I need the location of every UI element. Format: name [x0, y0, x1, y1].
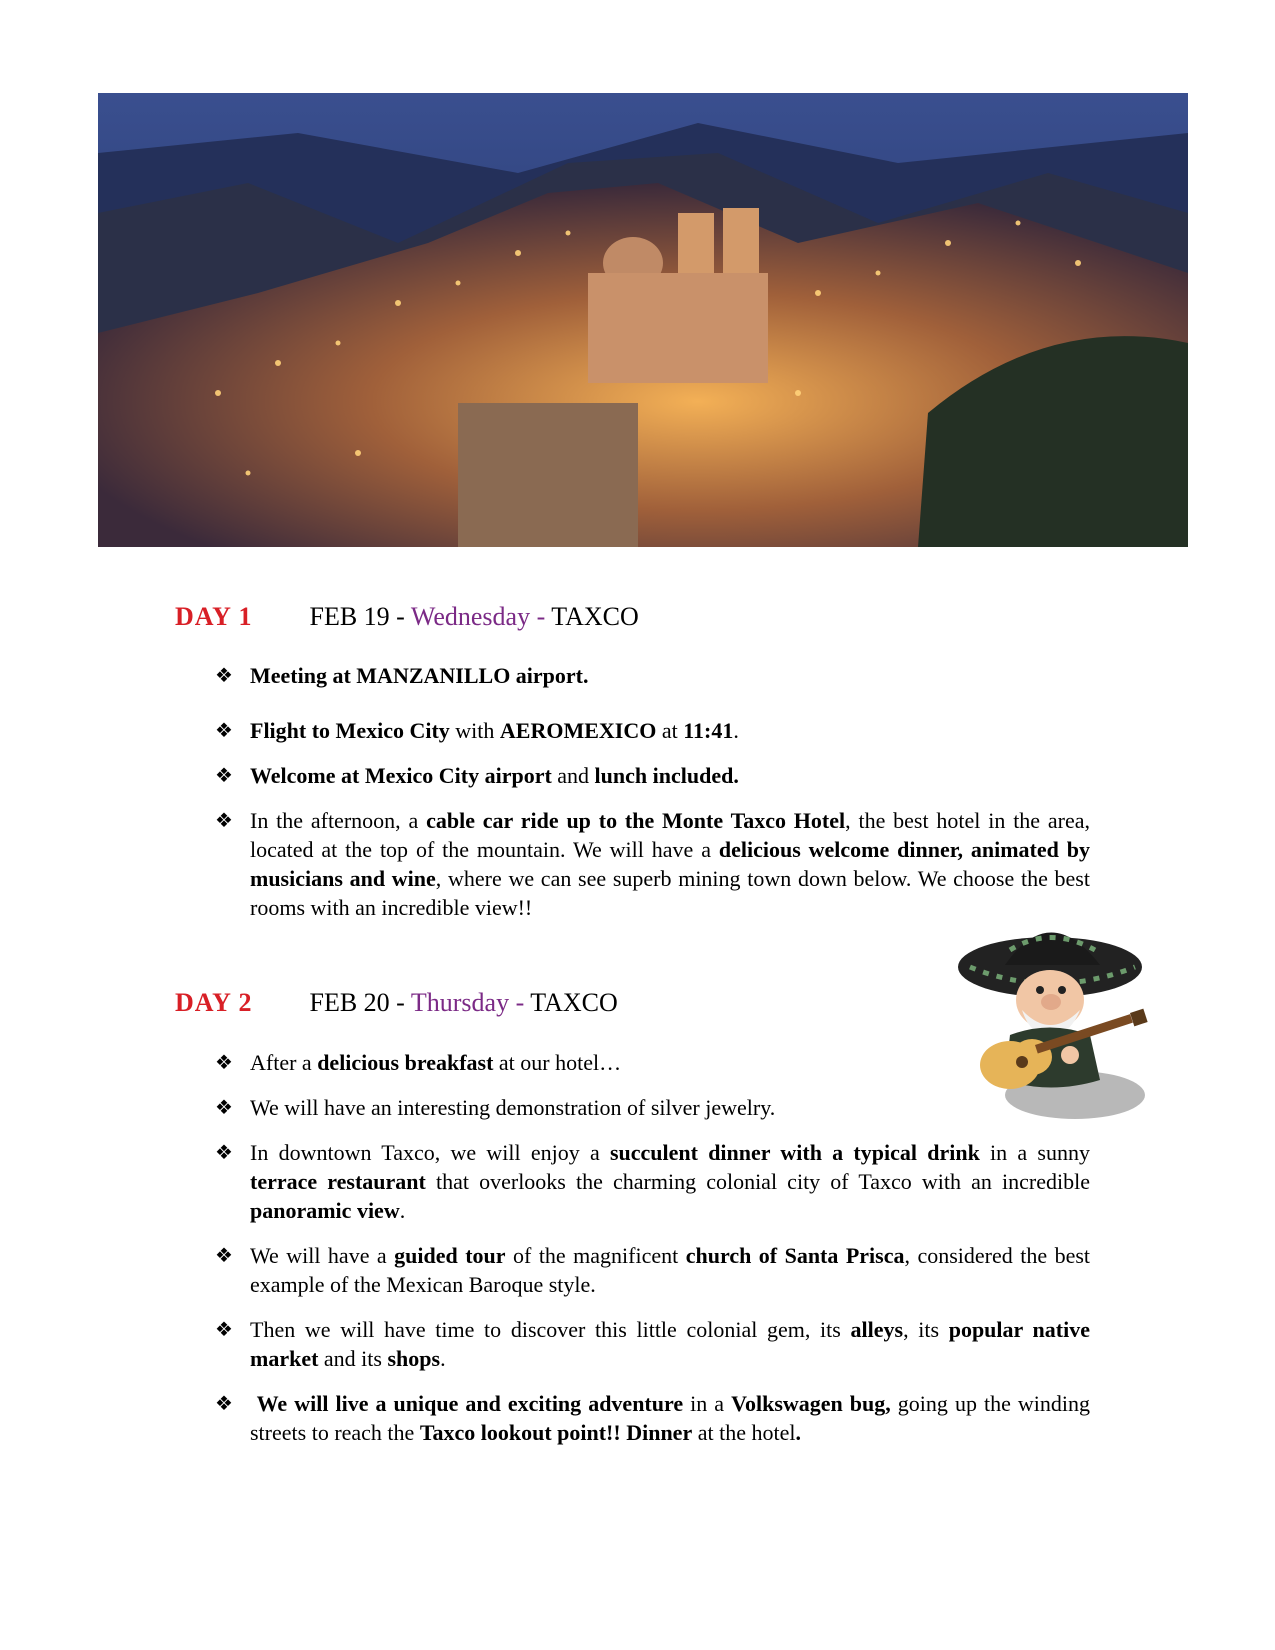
item-text: and its: [318, 1346, 388, 1371]
item-text: popular native market: [250, 1317, 1090, 1371]
hero-image: [98, 93, 1188, 547]
list-item: [215, 1093, 890, 1122]
item-text: going up the winding streets to reach the: [250, 1391, 1090, 1445]
bullet-icon: ❖: [215, 718, 233, 742]
item-text: guided tour: [394, 1243, 506, 1268]
day2-dash: -: [509, 988, 531, 1017]
item-text: at: [656, 718, 684, 743]
item-text: .: [795, 1420, 801, 1445]
bullet-icon: ❖: [215, 1317, 233, 1341]
list-item: [215, 1048, 850, 1077]
day1-dash: -: [530, 602, 552, 631]
item-text: with: [449, 718, 500, 743]
item-text: , its: [903, 1317, 949, 1342]
item-text: at our hotel…: [493, 1050, 622, 1075]
item-text: Volkswagen bug,: [731, 1391, 891, 1416]
day1-heading: [175, 602, 639, 632]
item-text: .: [733, 718, 739, 743]
day2-date: FEB 20 -: [309, 988, 411, 1017]
item-text: that overlooks the charming colonial city of Taxco with an incredible: [425, 1169, 1090, 1194]
list-item: [215, 1315, 1090, 1373]
item-text: succulent dinner with a typical drink: [609, 1140, 980, 1165]
item-text: in a sunny: [979, 1140, 1090, 1165]
item-text: church of Santa Prisca: [685, 1243, 905, 1268]
item-text: In the afternoon, a: [250, 808, 427, 833]
item-text: After a: [250, 1050, 318, 1075]
item-text: We will live a unique and exciting adventure: [250, 1391, 684, 1416]
bullet-icon: ❖: [215, 1243, 233, 1267]
list-item: [215, 1138, 1090, 1225]
item-text: panoramic view: [250, 1198, 400, 1223]
item-text: , considered the best example of the Mexican Baroque style.: [250, 1243, 1091, 1297]
bullet-icon: ❖: [215, 763, 233, 787]
day1-place: TAXCO: [551, 602, 639, 631]
bullet-icon: ❖: [215, 1391, 233, 1415]
item-text: In downtown Taxco, we will enjoy a: [250, 1140, 610, 1165]
item-text: Welcome at Mexico City airport: [250, 763, 552, 788]
item-text: , where we can see superb mining town down below. We choose the best rooms with an incredible view!!: [250, 866, 1090, 920]
day1-items: [215, 661, 1090, 938]
bullet-icon: ❖: [215, 1140, 233, 1164]
day2-weekday: Thursday: [410, 988, 510, 1017]
item-text: Then we will have time to discover this little colonial gem, its: [250, 1317, 851, 1342]
bullet-icon: ❖: [215, 1095, 233, 1119]
item-text: delicious breakfast: [317, 1050, 494, 1075]
item-text: , the best hotel in the area, located at the top of the mountain. We will have a: [250, 808, 1091, 862]
bullet-icon: ❖: [215, 663, 233, 687]
item-text: terrace restaurant: [250, 1169, 426, 1194]
item-text: delicious welcome dinner, animated by musicians and wine: [250, 837, 1090, 891]
item-text: AEROMEXICO: [499, 718, 657, 743]
day2-items: [215, 1048, 1090, 1463]
day2-label: DAY 2: [175, 988, 253, 1017]
item-text: Taxco lookout point!! Dinner: [419, 1420, 693, 1445]
item-text: Flight to Mexico City: [250, 718, 450, 743]
item-text: of the magnificent: [505, 1243, 686, 1268]
item-text: in a: [683, 1391, 732, 1416]
item-text: .: [440, 1346, 446, 1371]
item-text: 11:41: [683, 718, 734, 743]
item-text: alleys: [850, 1317, 904, 1342]
item-text: cable car ride up to the Monte Taxco Hotel: [426, 808, 846, 833]
day1-weekday: Wednesday: [410, 602, 531, 631]
day2-place: TAXCO: [530, 988, 618, 1017]
item-text: at the hotel: [692, 1420, 796, 1445]
item-text: We will have a: [250, 1243, 395, 1268]
bullet-icon: ❖: [215, 1050, 233, 1074]
list-item: [215, 761, 1090, 790]
item-text: and: [551, 763, 595, 788]
list-item: [215, 1241, 1090, 1299]
bullet-icon: ❖: [215, 808, 233, 832]
taxco-night-photo: [98, 93, 1188, 547]
item-text: shops: [387, 1346, 441, 1371]
item-text: Meeting at MANZANILLO airport.: [250, 663, 589, 688]
day2-heading: [175, 988, 618, 1018]
list-item: [215, 1389, 1090, 1447]
item-text: .: [399, 1198, 406, 1223]
item-text: We will have an interesting demonstration of silver jewelry.: [250, 1095, 776, 1120]
item-text: lunch included.: [594, 763, 739, 788]
list-item: [215, 661, 1090, 690]
list-item: [215, 716, 1090, 745]
day1-date: FEB 19 -: [309, 602, 411, 631]
day1-label: DAY 1: [175, 602, 253, 631]
